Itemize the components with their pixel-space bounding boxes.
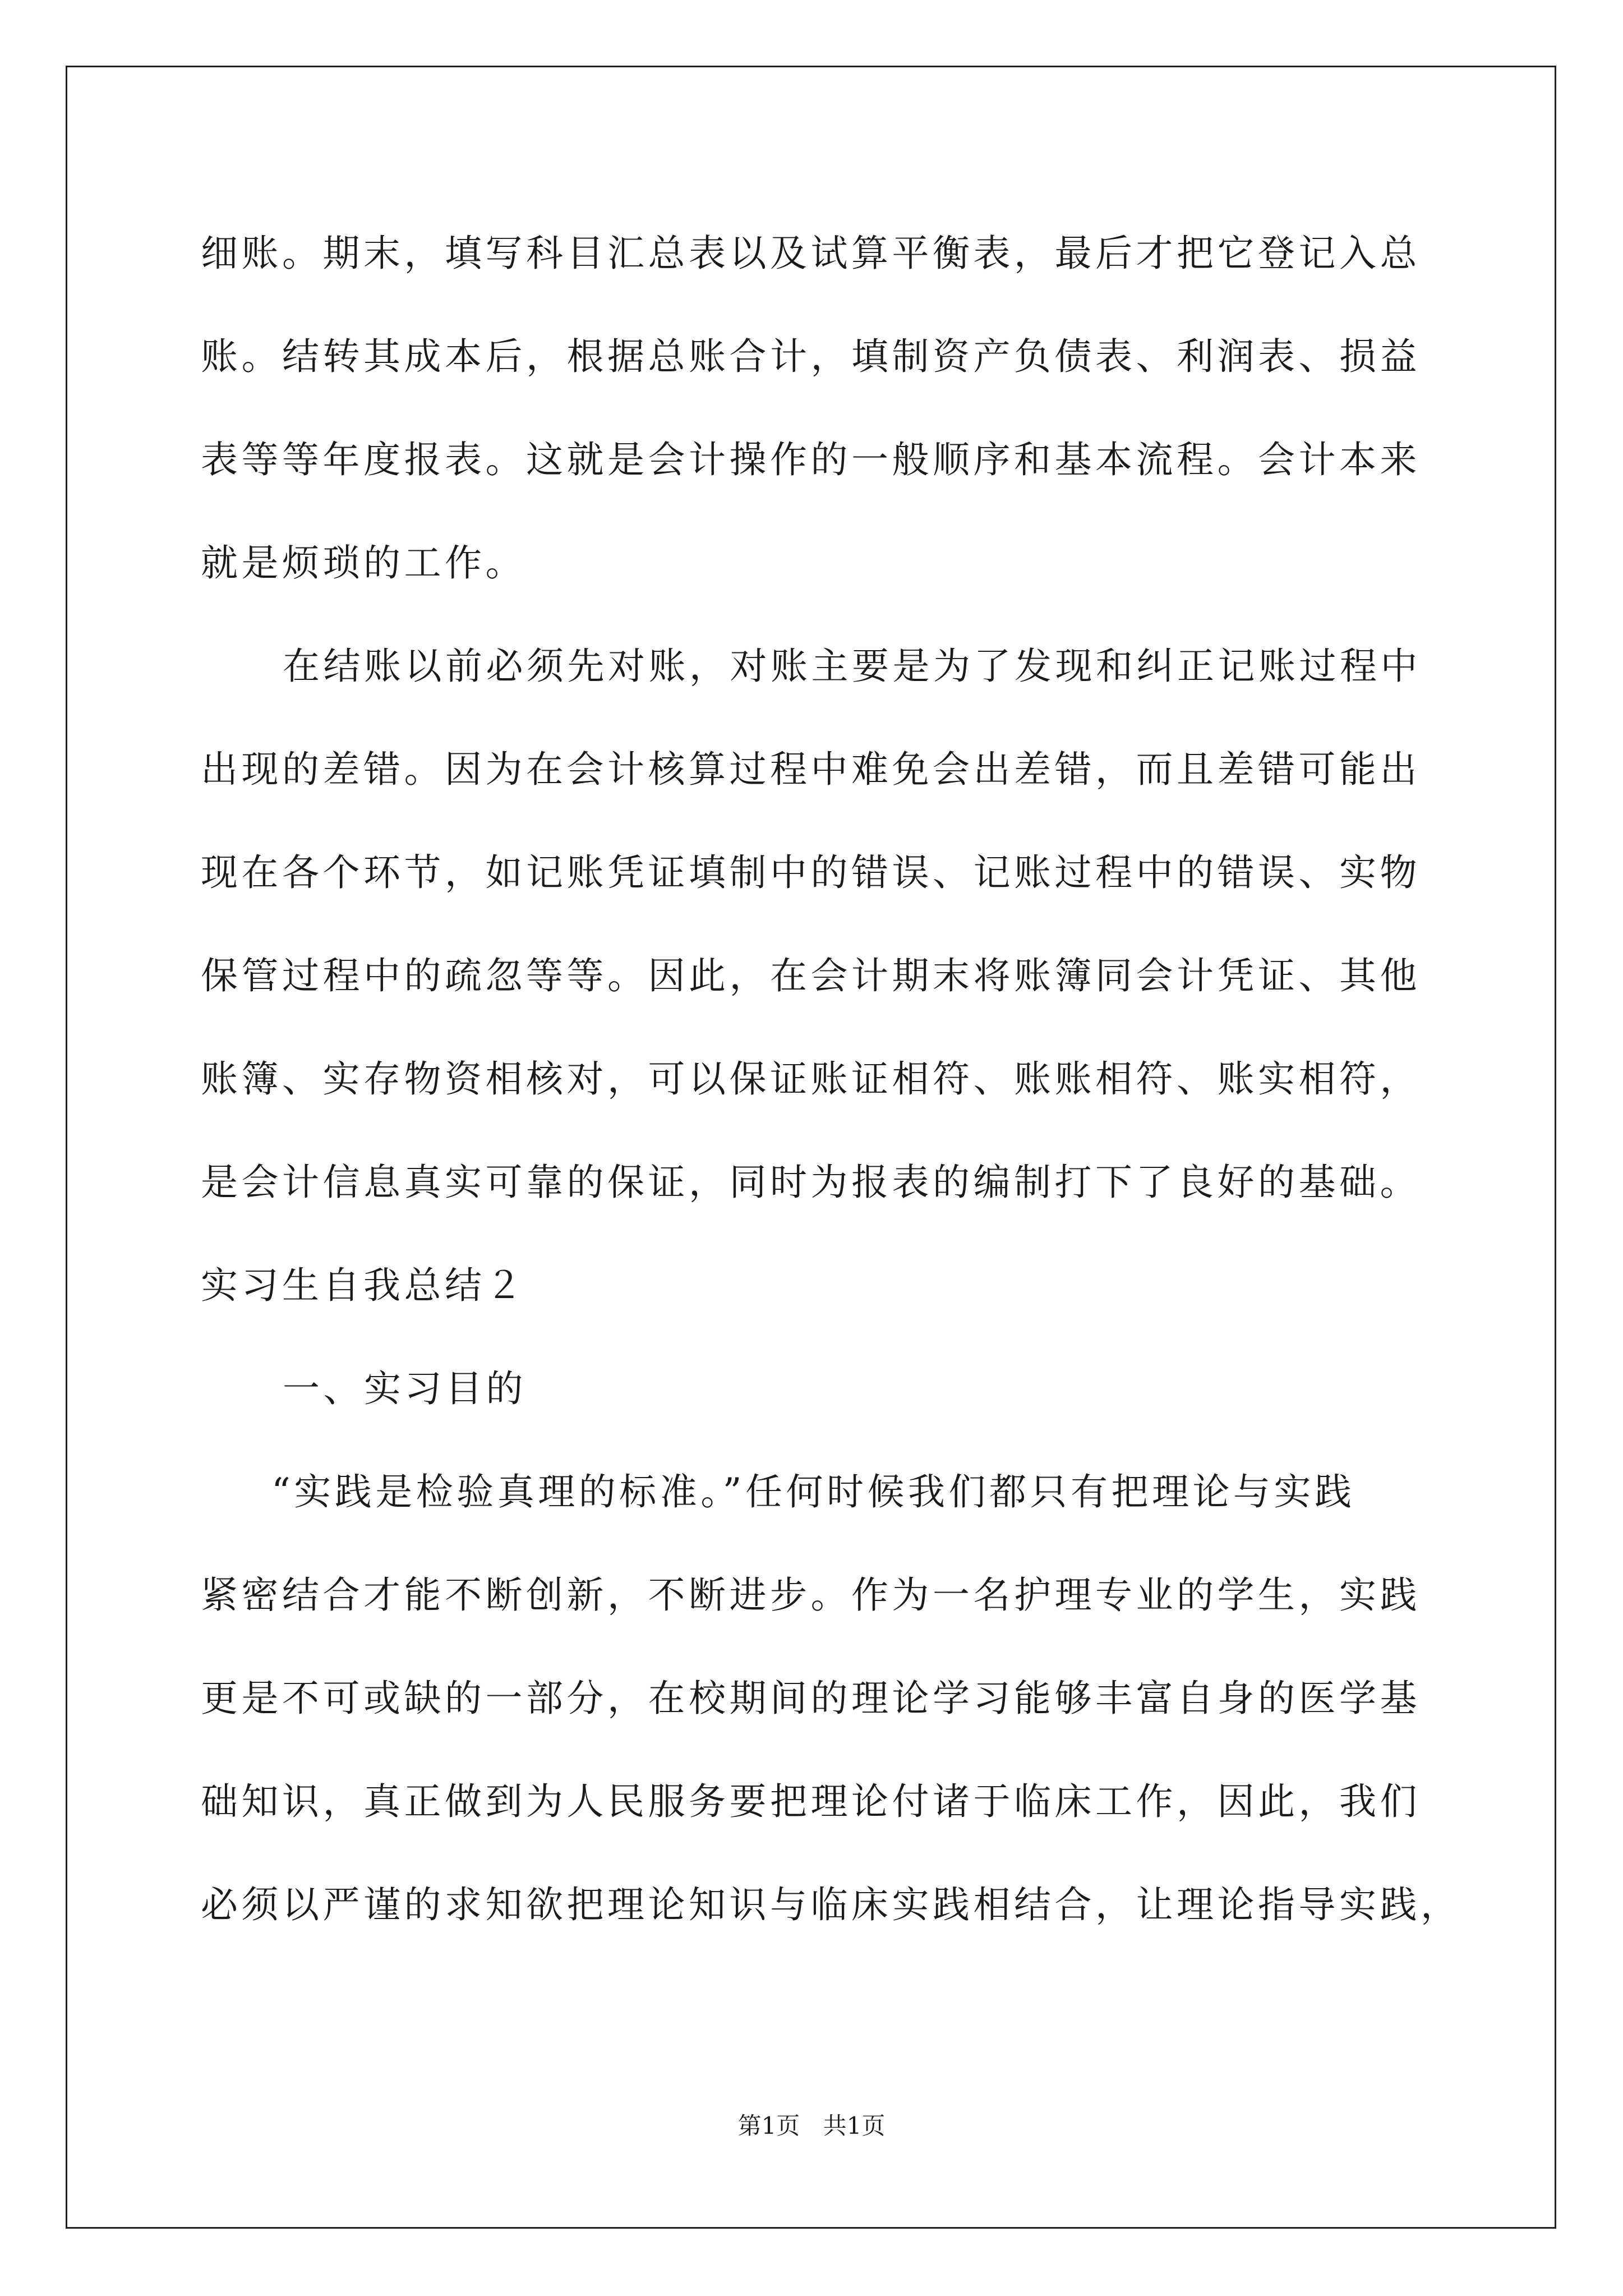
section-title: 实习生自我总结２ bbox=[201, 1264, 526, 1307]
text-line: 细账。期末，填写科目汇总表以及试算平衡表，最后才把它登记入总 bbox=[201, 232, 1421, 275]
text-line: 现在各个环节，如记账凭证填制中的错误、记账过程中的错误、实物 bbox=[201, 851, 1421, 894]
text-line: 更是不可或缺的一部分，在校期间的理论学习能够丰富自身的医学基 bbox=[201, 1677, 1421, 1720]
document-body bbox=[201, 202, 1461, 1957]
text-line: 紧密结合才能不断创新，不断进步。作为一名护理专业的学生，实践 bbox=[201, 1573, 1421, 1617]
text-line: 账。结转其成本后，根据总账合计，填制资产负债表、利润表、损益 bbox=[201, 335, 1421, 378]
text-line: 账簿、实存物资相核对，可以保证账证相符、账账相符、账实相符， bbox=[201, 1057, 1421, 1101]
text-line: 表等等年度报表。这就是会计操作的一般顺序和基本流程。会计本来 bbox=[201, 438, 1421, 481]
paragraph-first-line: 在结账以前必须先对账，对账主要是为了发现和纠正记账过程中 bbox=[283, 645, 1421, 688]
paragraph-first-line: “实践是检验真理的标准。”任何时候我们都只有把理论与实践 bbox=[271, 1470, 1355, 1513]
text-line: 出现的差错。因为在会计核算过程中难免会出差错，而且差错可能出 bbox=[201, 748, 1421, 791]
text-line: 是会计信息真实可靠的保证，同时为报表的编制打下了良好的基础。 bbox=[201, 1161, 1421, 1204]
text-line: 就是烦琐的工作。 bbox=[201, 541, 526, 585]
text-line: 础知识，真正做到为人民服务要把理论付诸于临床工作，因此，我们 bbox=[201, 1780, 1421, 1823]
page-footer bbox=[0, 2109, 1623, 2143]
page-number: 第1页 bbox=[737, 2112, 800, 2139]
subsection-heading: 一、实习目的 bbox=[283, 1367, 527, 1410]
text-line: 必须以严谨的求知欲把理论知识与临床实践相结合，让理论指导实践， bbox=[201, 1883, 1461, 1926]
page-total: 共1页 bbox=[823, 2112, 886, 2139]
text-line: 保管过程中的疏忽等等。因此，在会计期末将账簿同会计凭证、其他 bbox=[201, 954, 1421, 997]
